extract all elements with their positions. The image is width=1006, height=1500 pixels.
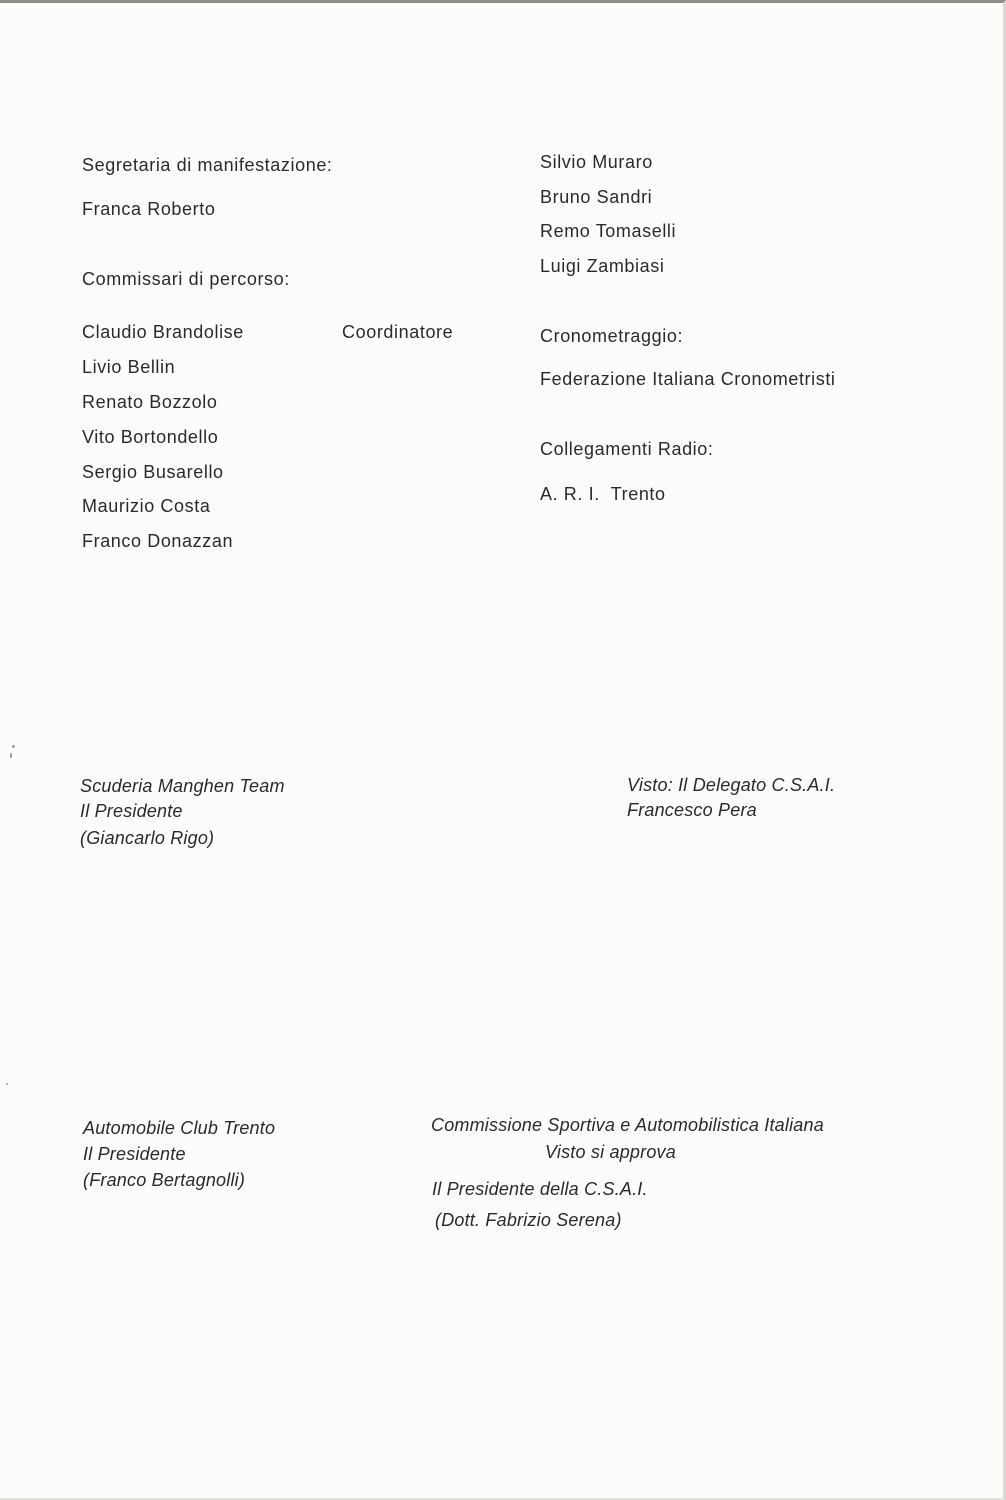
commissario-name: Renato Bozzolo: [82, 392, 218, 412]
csai-name: (Dott. Fabrizio Serena): [435, 1210, 622, 1230]
csai-approval: Visto si approva: [545, 1142, 676, 1162]
commissario-name: Maurizio Costa: [82, 496, 211, 516]
aci-org: Automobile Club Trento: [83, 1118, 276, 1138]
scuderia-name: (Giancarlo Rigo): [80, 828, 215, 848]
paper-speck: [10, 753, 12, 758]
commissario-name: Remo Tomaselli: [540, 221, 677, 241]
radio-heading: Collegamenti Radio:: [540, 439, 714, 459]
csai-role: Il Presidente della C.S.A.I.: [432, 1179, 648, 1199]
aci-name: (Franco Bertagnolli): [83, 1170, 246, 1190]
cronometraggio-heading: Cronometraggio:: [540, 326, 684, 346]
commissario-name: Franco Donazzan: [82, 531, 234, 551]
segreteria-heading: Segretaria di manifestazione:: [82, 155, 333, 175]
commissario-name: Bruno Sandri: [540, 187, 653, 207]
cronometraggio-value: Federazione Italiana Cronometristi: [540, 369, 836, 389]
commissario-name: Livio Bellin: [82, 357, 176, 377]
aci-role: Il Presidente: [83, 1144, 186, 1164]
commissario-name: Silvio Muraro: [540, 152, 653, 172]
commissario-name: Sergio Busarello: [82, 462, 224, 482]
commissari-heading: Commissari di percorso:: [82, 269, 290, 289]
radio-value: A. R. I. Trento: [540, 484, 666, 504]
commissario-name: Vito Bortondello: [82, 427, 219, 447]
segreteria-name: Franca Roberto: [82, 199, 216, 219]
coordinator-label: Coordinatore: [342, 322, 454, 342]
paper-speck: [6, 1083, 8, 1085]
scuderia-role: Il Presidente: [80, 801, 183, 821]
csai-org: Commissione Sportiva e Automobilistica Italiana: [431, 1115, 824, 1135]
delegato-line1: Visto: Il Delegato C.S.A.I.: [627, 775, 836, 795]
scuderia-org: Scuderia Manghen Team: [80, 776, 285, 796]
paper-speck: [12, 745, 15, 748]
commissario-name: Luigi Zambiasi: [540, 256, 665, 276]
commissario-name: Claudio Brandolise: [82, 322, 244, 342]
delegato-line2: Francesco Pera: [627, 800, 757, 820]
